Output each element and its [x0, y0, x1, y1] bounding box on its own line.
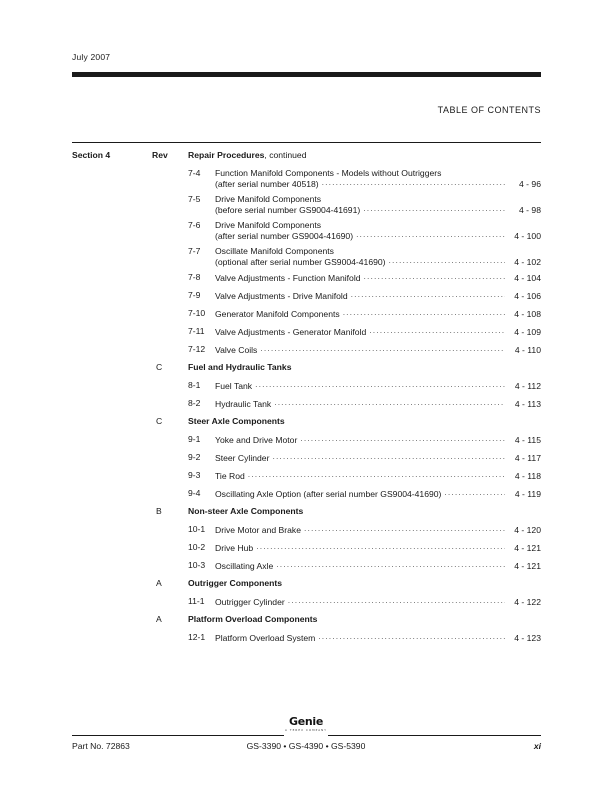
toc-dot-leader: [356, 230, 505, 239]
toc-group-rev: A: [156, 578, 162, 588]
toc-group-rev: C: [156, 362, 163, 372]
toc-dot-leader: [276, 560, 505, 569]
toc-entry-page: 4 - 106: [514, 291, 541, 301]
toc-entry-page: 4 - 100: [514, 231, 541, 241]
toc-entry[interactable]: [72, 192, 541, 218]
toc-entry-page: 4 - 102: [514, 257, 541, 267]
toc-entry-page: 4 - 96: [519, 179, 541, 189]
toc-entry-leader-row: [215, 452, 541, 463]
toc-entry-number: 7-11: [188, 326, 205, 336]
toc-dot-leader: [300, 434, 505, 443]
toc-dot-leader: [364, 272, 505, 281]
toc-entry-page: 4 - 104: [514, 273, 541, 283]
column-header-section: Section 4: [72, 150, 111, 160]
toc-entry-number: 12-1: [188, 632, 206, 642]
toc-entry-page: 4 - 98: [519, 205, 541, 215]
toc-dot-leader: [389, 256, 505, 265]
toc-entry-leader-row: [215, 290, 541, 301]
toc-group-heading: [72, 414, 541, 432]
toc-entry-title-line2: (after serial number 40518): [215, 179, 319, 189]
toc-entry-leader-row: [215, 560, 541, 571]
toc-group-title: Outrigger Components: [188, 578, 283, 588]
genie-logo-tagline: A TEREX COMPANY: [284, 728, 328, 732]
toc-entry-title: Oscillating Axle: [215, 561, 274, 571]
toc-entry-title-line2: (before serial number GS9004-41691): [215, 205, 361, 215]
toc-entry-leader-row: [215, 256, 541, 267]
toc-entry-leader-row: [215, 524, 541, 535]
toc-group-rev: C: [156, 416, 163, 426]
toc-entry-title-line1: Drive Manifold Components: [215, 194, 322, 204]
toc-entry-leader-row: [215, 470, 541, 481]
toc-dot-leader: [351, 290, 505, 299]
toc-entry[interactable]: [72, 558, 541, 576]
toc-dot-leader: [343, 308, 505, 317]
toc-entry[interactable]: [72, 594, 541, 612]
toc-entry-leader-row: [215, 308, 541, 319]
column-header-title-rest: , continued: [264, 150, 307, 160]
toc-dot-leader: [272, 452, 505, 461]
toc-entry[interactable]: [72, 218, 541, 244]
toc-entry-leader-row: [215, 326, 541, 337]
toc-entry-title: Fuel Tank: [215, 381, 253, 391]
toc-entry-number: 11-1: [188, 596, 205, 606]
toc-entry-page: 4 - 112: [514, 381, 541, 391]
toc-entry-page: 4 - 121: [514, 561, 541, 571]
genie-logo-wordmark: Genie: [288, 715, 324, 728]
column-header-row: [72, 150, 541, 164]
toc-entry-leader-row: [215, 632, 541, 643]
toc-entry[interactable]: [72, 396, 541, 414]
toc-entry-title: Drive Hub: [215, 543, 254, 553]
toc-entry-title: Hydraulic Tank: [215, 399, 272, 409]
toc-entry-title: Platform Overload System: [215, 633, 316, 643]
toc-entry-title: Oscillating Axle Option (after serial number GS9004-41690): [215, 489, 442, 499]
genie-logo: [284, 716, 328, 738]
toc-entry-page: 4 - 110: [514, 345, 541, 355]
footer-part-number: Part No. 72863: [72, 741, 130, 751]
toc-entry-page: 4 - 113: [514, 399, 541, 409]
toc-entry-number: 7-5: [188, 194, 201, 204]
toc-group-title: Steer Axle Components: [188, 416, 285, 426]
toc-entry-number: 7-12: [188, 344, 206, 354]
toc-dot-leader: [255, 380, 505, 389]
toc-dot-leader: [318, 632, 505, 641]
toc-entry-title-line1: Drive Manifold Components: [215, 220, 322, 230]
toc-entry-leader-row: [215, 204, 541, 215]
toc-entry-leader-row: [215, 178, 541, 189]
toc-entry-page: 4 - 119: [514, 489, 541, 499]
toc-entry-title: Valve Adjustments - Drive Manifold: [215, 291, 348, 301]
footer-page-number: xi: [533, 741, 541, 751]
toc-entry-number: 7-4: [188, 168, 201, 178]
toc-group-rev: A: [156, 614, 162, 624]
toc-entry[interactable]: [72, 486, 541, 504]
toc-group-title: Platform Overload Components: [188, 614, 318, 624]
toc-entry-title-line2: (optional after serial number GS9004-41690): [215, 257, 386, 267]
toc-entry-number: 7-10: [188, 308, 206, 318]
toc-dot-leader: [363, 204, 505, 213]
toc-entry-page: 4 - 115: [514, 435, 541, 445]
header-thick-rule: [72, 72, 541, 77]
toc-entry-title: Valve Adjustments - Generator Manifold: [215, 327, 367, 337]
toc-group-heading: [72, 612, 541, 630]
toc-entry-leader-row: [215, 434, 541, 445]
toc-entry-number: 7-9: [188, 290, 201, 300]
toc-entry-title-line2: (after serial number GS9004-41690): [215, 231, 354, 241]
toc-entry[interactable]: [72, 432, 541, 450]
toc-dot-leader: [248, 470, 505, 479]
toc-entry[interactable]: [72, 166, 541, 192]
toc-entry-title: Valve Adjustments - Function Manifold: [215, 273, 361, 283]
toc-dot-leader: [260, 344, 505, 353]
footer-models: GS-3390 • GS-4390 • GS-5390: [246, 741, 366, 751]
toc-entry-leader-row: [215, 272, 541, 283]
toc-dot-leader: [369, 326, 505, 335]
toc-entry-number: 10-3: [188, 560, 206, 570]
page-title: TABLE OF CONTENTS: [437, 105, 541, 115]
toc-group-title: Non-steer Axle Components: [188, 506, 304, 516]
toc-entry[interactable]: [72, 378, 541, 396]
toc-entry[interactable]: [72, 450, 541, 468]
toc-group-rev: B: [156, 506, 162, 516]
toc-entry-title-line1: Oscillate Manifold Components: [215, 246, 334, 256]
header-thin-rule: [72, 142, 541, 143]
column-header-title: [188, 150, 306, 160]
toc-entry-number: 9-4: [188, 488, 201, 498]
toc-entry-number: 9-2: [188, 452, 201, 462]
toc-entry-leader-row: [215, 542, 541, 553]
header-date: July 2007: [72, 52, 111, 62]
toc-entry-number: 8-2: [188, 398, 201, 408]
toc-entry-page: 4 - 121: [514, 543, 541, 553]
toc-entry[interactable]: [72, 244, 541, 270]
toc-entry-leader-row: [215, 380, 541, 391]
toc-entry-title: Outrigger Cylinder: [215, 597, 285, 607]
toc-entry-number: 10-2: [188, 542, 206, 552]
toc-entry-title-line1: Function Manifold Components - Models without Outriggers: [215, 168, 442, 178]
toc-group-title: Fuel and Hydraulic Tanks: [188, 362, 292, 372]
toc-entry[interactable]: [72, 270, 541, 288]
footer-rule-right: [328, 735, 541, 736]
toc-dot-leader: [288, 596, 505, 605]
toc-dot-leader: [444, 488, 505, 497]
toc-entry[interactable]: [72, 630, 541, 648]
toc-entry-page: 4 - 123: [514, 633, 541, 643]
toc-entry-number: 10-1: [188, 524, 206, 534]
toc-entry-title: Generator Manifold Components: [215, 309, 340, 319]
toc-dot-leader: [274, 398, 505, 407]
column-header-rev: Rev: [152, 150, 168, 160]
toc-entry-title: Valve Coils: [215, 345, 258, 355]
toc-entry-leader-row: [215, 230, 541, 241]
toc-entry[interactable]: [72, 306, 541, 324]
toc-entry-title: Tie Rod: [215, 471, 245, 481]
toc-entry-number: 8-1: [188, 380, 201, 390]
toc-group-heading: [72, 504, 541, 522]
toc-entry-title: Yoke and Drive Motor: [215, 435, 298, 445]
toc-dot-leader: [256, 542, 505, 551]
toc-entry-number: 7-7: [188, 246, 201, 256]
toc-entry-title: Drive Motor and Brake: [215, 525, 301, 535]
toc-entry[interactable]: [72, 522, 541, 540]
toc-entry-list: [72, 166, 541, 648]
toc-entry-number: 7-8: [188, 272, 201, 282]
toc-entry[interactable]: [72, 540, 541, 558]
toc-entry[interactable]: [72, 324, 541, 342]
toc-entry-page: 4 - 108: [514, 309, 541, 319]
toc-entry-number: 9-1: [188, 434, 201, 444]
column-header-title-bold: Repair Procedures: [188, 150, 265, 160]
toc-entry-page: 4 - 120: [514, 525, 541, 535]
toc-entry-leader-row: [215, 398, 541, 409]
toc-entry-page: 4 - 109: [514, 327, 541, 337]
toc-entry-title: Steer Cylinder: [215, 453, 270, 463]
toc-entry[interactable]: [72, 288, 541, 306]
toc-entry-leader-row: [215, 488, 541, 499]
footer-rule-left: [72, 735, 284, 736]
toc-entry-page: 4 - 117: [514, 453, 541, 463]
toc-entry-number: 7-6: [188, 220, 201, 230]
toc-entry-page: 4 - 118: [514, 471, 541, 481]
toc-dot-leader: [304, 524, 505, 533]
toc-dot-leader: [322, 178, 505, 187]
toc-entry-leader-row: [215, 344, 541, 355]
toc-entry-number: 9-3: [188, 470, 201, 480]
toc-entry-page: 4 - 122: [514, 597, 541, 607]
toc-group-heading: [72, 576, 541, 594]
toc-entry[interactable]: [72, 468, 541, 486]
toc-entry-leader-row: [215, 596, 541, 607]
toc-group-heading: [72, 360, 541, 378]
toc-entry[interactable]: [72, 342, 541, 360]
